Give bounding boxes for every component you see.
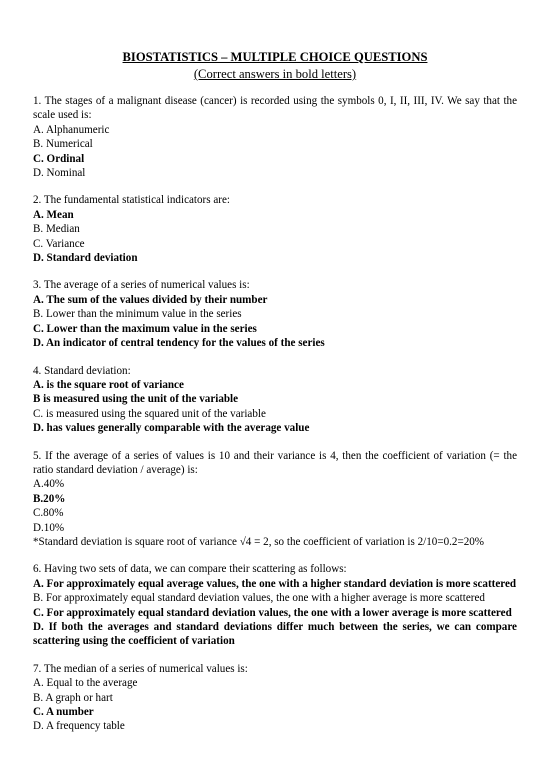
answer-option: A.40% [33,478,65,491]
document-subtitle: (Correct answers in bold letters) [193,67,357,81]
correct-answer-option: A. The sum of the values divided by their number [33,293,268,306]
question-7 [33,662,517,734]
answer-option: B. Lower than the minimum value in the series [33,308,242,321]
correct-answer-option: D. Standard deviation [33,252,138,265]
answer-option: C. Variance [33,237,85,250]
correct-answer-option: B is measured using the unit of the variable [33,393,239,406]
correct-answer-option: C. Ordinal [33,152,85,165]
answer-option: D.10% [33,521,65,534]
correct-answer-option: B.20% [33,492,66,505]
answer-option: B. A graph or hart [33,691,113,704]
correct-answer-option: A. is the square root of variance [33,378,184,391]
answer-option: D. Nominal [33,167,86,180]
question-text: 1. The stages of a malignant disease (cancer) is recorded using the symbols 0, I, II, III, IV. We say that the scale used is: [33,95,517,122]
question-text: 2. The fundamental statistical indicators are: [33,194,230,207]
question-text: 3. The average of a series of numerical values is: [33,279,250,292]
question-6 [33,562,517,648]
answer-option: C.80% [33,507,64,520]
question-text: 7. The median of a series of numerical values is: [33,662,248,675]
answer-option: C. is measured using the squared unit of the variable [33,407,266,420]
question-5 [33,449,517,550]
correct-answer-option: D. An indicator of central tendency for the values of the series [33,337,325,350]
answer-option: A. Equal to the average [33,677,138,690]
question-2 [33,193,517,265]
answer-option: A. Alphanumeric [33,123,110,136]
correct-answer-option: A. For approximately equal average values, the one with a higher standard deviation is more scattered [33,577,517,590]
question-1 [33,94,517,180]
answer-option: B. Median [33,223,80,236]
question-text: 4. Standard deviation: [33,364,131,377]
answer-option: B. Numerical [33,138,93,151]
answer-option: B. For approximately equal standard deviation values, the one with a higher average is more scattered [33,592,485,605]
question-text: 5. If the average of a series of values is 10 and their variance is 4, then the coefficient of variation (= the ratio standard deviation / average) is: [33,449,517,476]
question-text: 6. Having two sets of data, we can compare their scattering as follows: [33,563,347,576]
correct-answer-option: C. For approximately equal standard deviation values, the one with a lower average is more scattered [33,606,512,619]
answer-option: *Standard deviation is square root of variance √4 = 2, so the coefficient of variation is 2/10=0.2=20% [33,535,485,548]
correct-answer-option: D. If both the averages and standard deviations differ much between the series, we can compare scattering using the coefficient of variation [33,621,517,648]
correct-answer-option: C. Lower than the maximum value in the series [33,322,257,335]
question-list [33,94,517,734]
answer-option: D. A frequency table [33,720,125,733]
correct-answer-option: A. Mean [33,208,74,221]
correct-answer-option: C. A number [33,706,94,719]
question-4 [33,364,517,436]
document-header [33,49,517,83]
question-3 [33,278,517,350]
correct-answer-option: D. has values generally comparable with the average value [33,422,310,435]
document-title: BIOSTATISTICS – MULTIPLE CHOICE QUESTIONS [122,50,428,64]
